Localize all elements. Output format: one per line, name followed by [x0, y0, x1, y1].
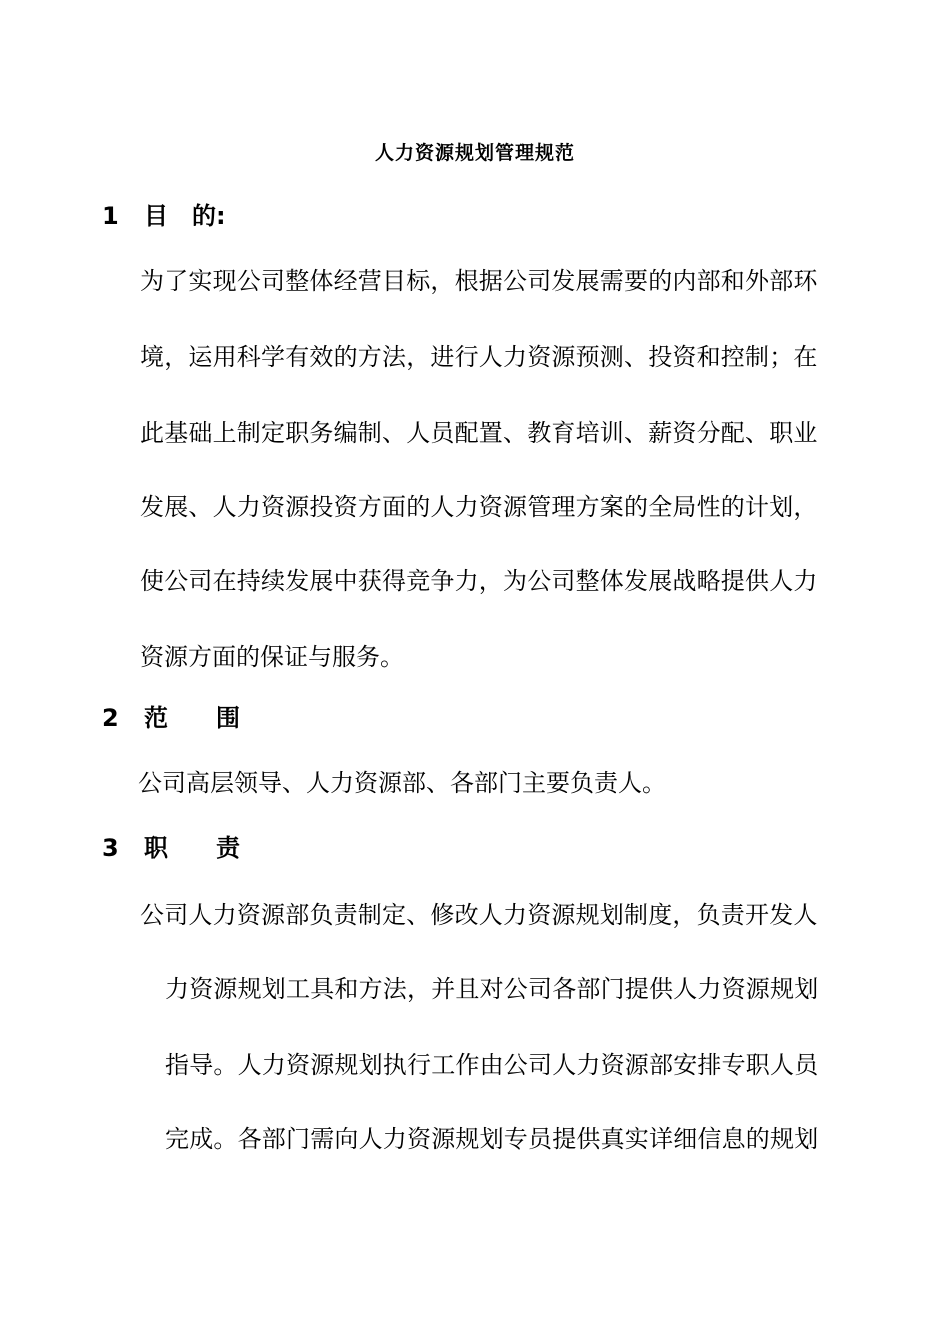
section-2-number: 2 — [102, 704, 119, 732]
section-1-number: 1 — [102, 202, 119, 230]
section-1-line: 此基础上制定职务编制、人员配置、教育培训、薪资分配、职业 — [140, 419, 818, 447]
section-3-number: 3 — [102, 834, 119, 862]
section-1-title: 目 的: — [144, 202, 226, 230]
section-2-title: 范 围 — [144, 704, 240, 732]
section-1-line: 发展、人力资源投资方面的人力资源管理方案的全局性的计划， — [140, 493, 818, 521]
section-2-line: 公司高层领导、人力资源部、各部门主要负责人。 — [138, 769, 666, 797]
section-1-line: 使公司在持续发展中获得竞争力，为公司整体发展战略提供人力 — [140, 567, 818, 595]
section-3-title: 职 责 — [144, 834, 240, 862]
section-1-line: 为了实现公司整体经营目标，根据公司发展需要的内部和外部环 — [140, 267, 818, 295]
section-3-line: 指导。人力资源规划执行工作由公司人力资源部安排专职人员 — [165, 1051, 819, 1079]
section-1-line: 境，运用科学有效的方法，进行人力资源预测、投资和控制；在 — [140, 343, 818, 371]
document-title: 人力资源规划管理规范 — [374, 142, 575, 164]
section-3-line: 力资源规划工具和方法，并且对公司各部门提供人力资源规划 — [165, 975, 819, 1003]
section-3-line: 公司人力资源部负责制定、修改人力资源规划制度，负责开发人 — [140, 901, 818, 929]
section-1-line: 资源方面的保证与服务。 — [140, 643, 404, 671]
section-3-line: 完成。各部门需向人力资源规划专员提供真实详细信息的规划 — [165, 1125, 819, 1153]
